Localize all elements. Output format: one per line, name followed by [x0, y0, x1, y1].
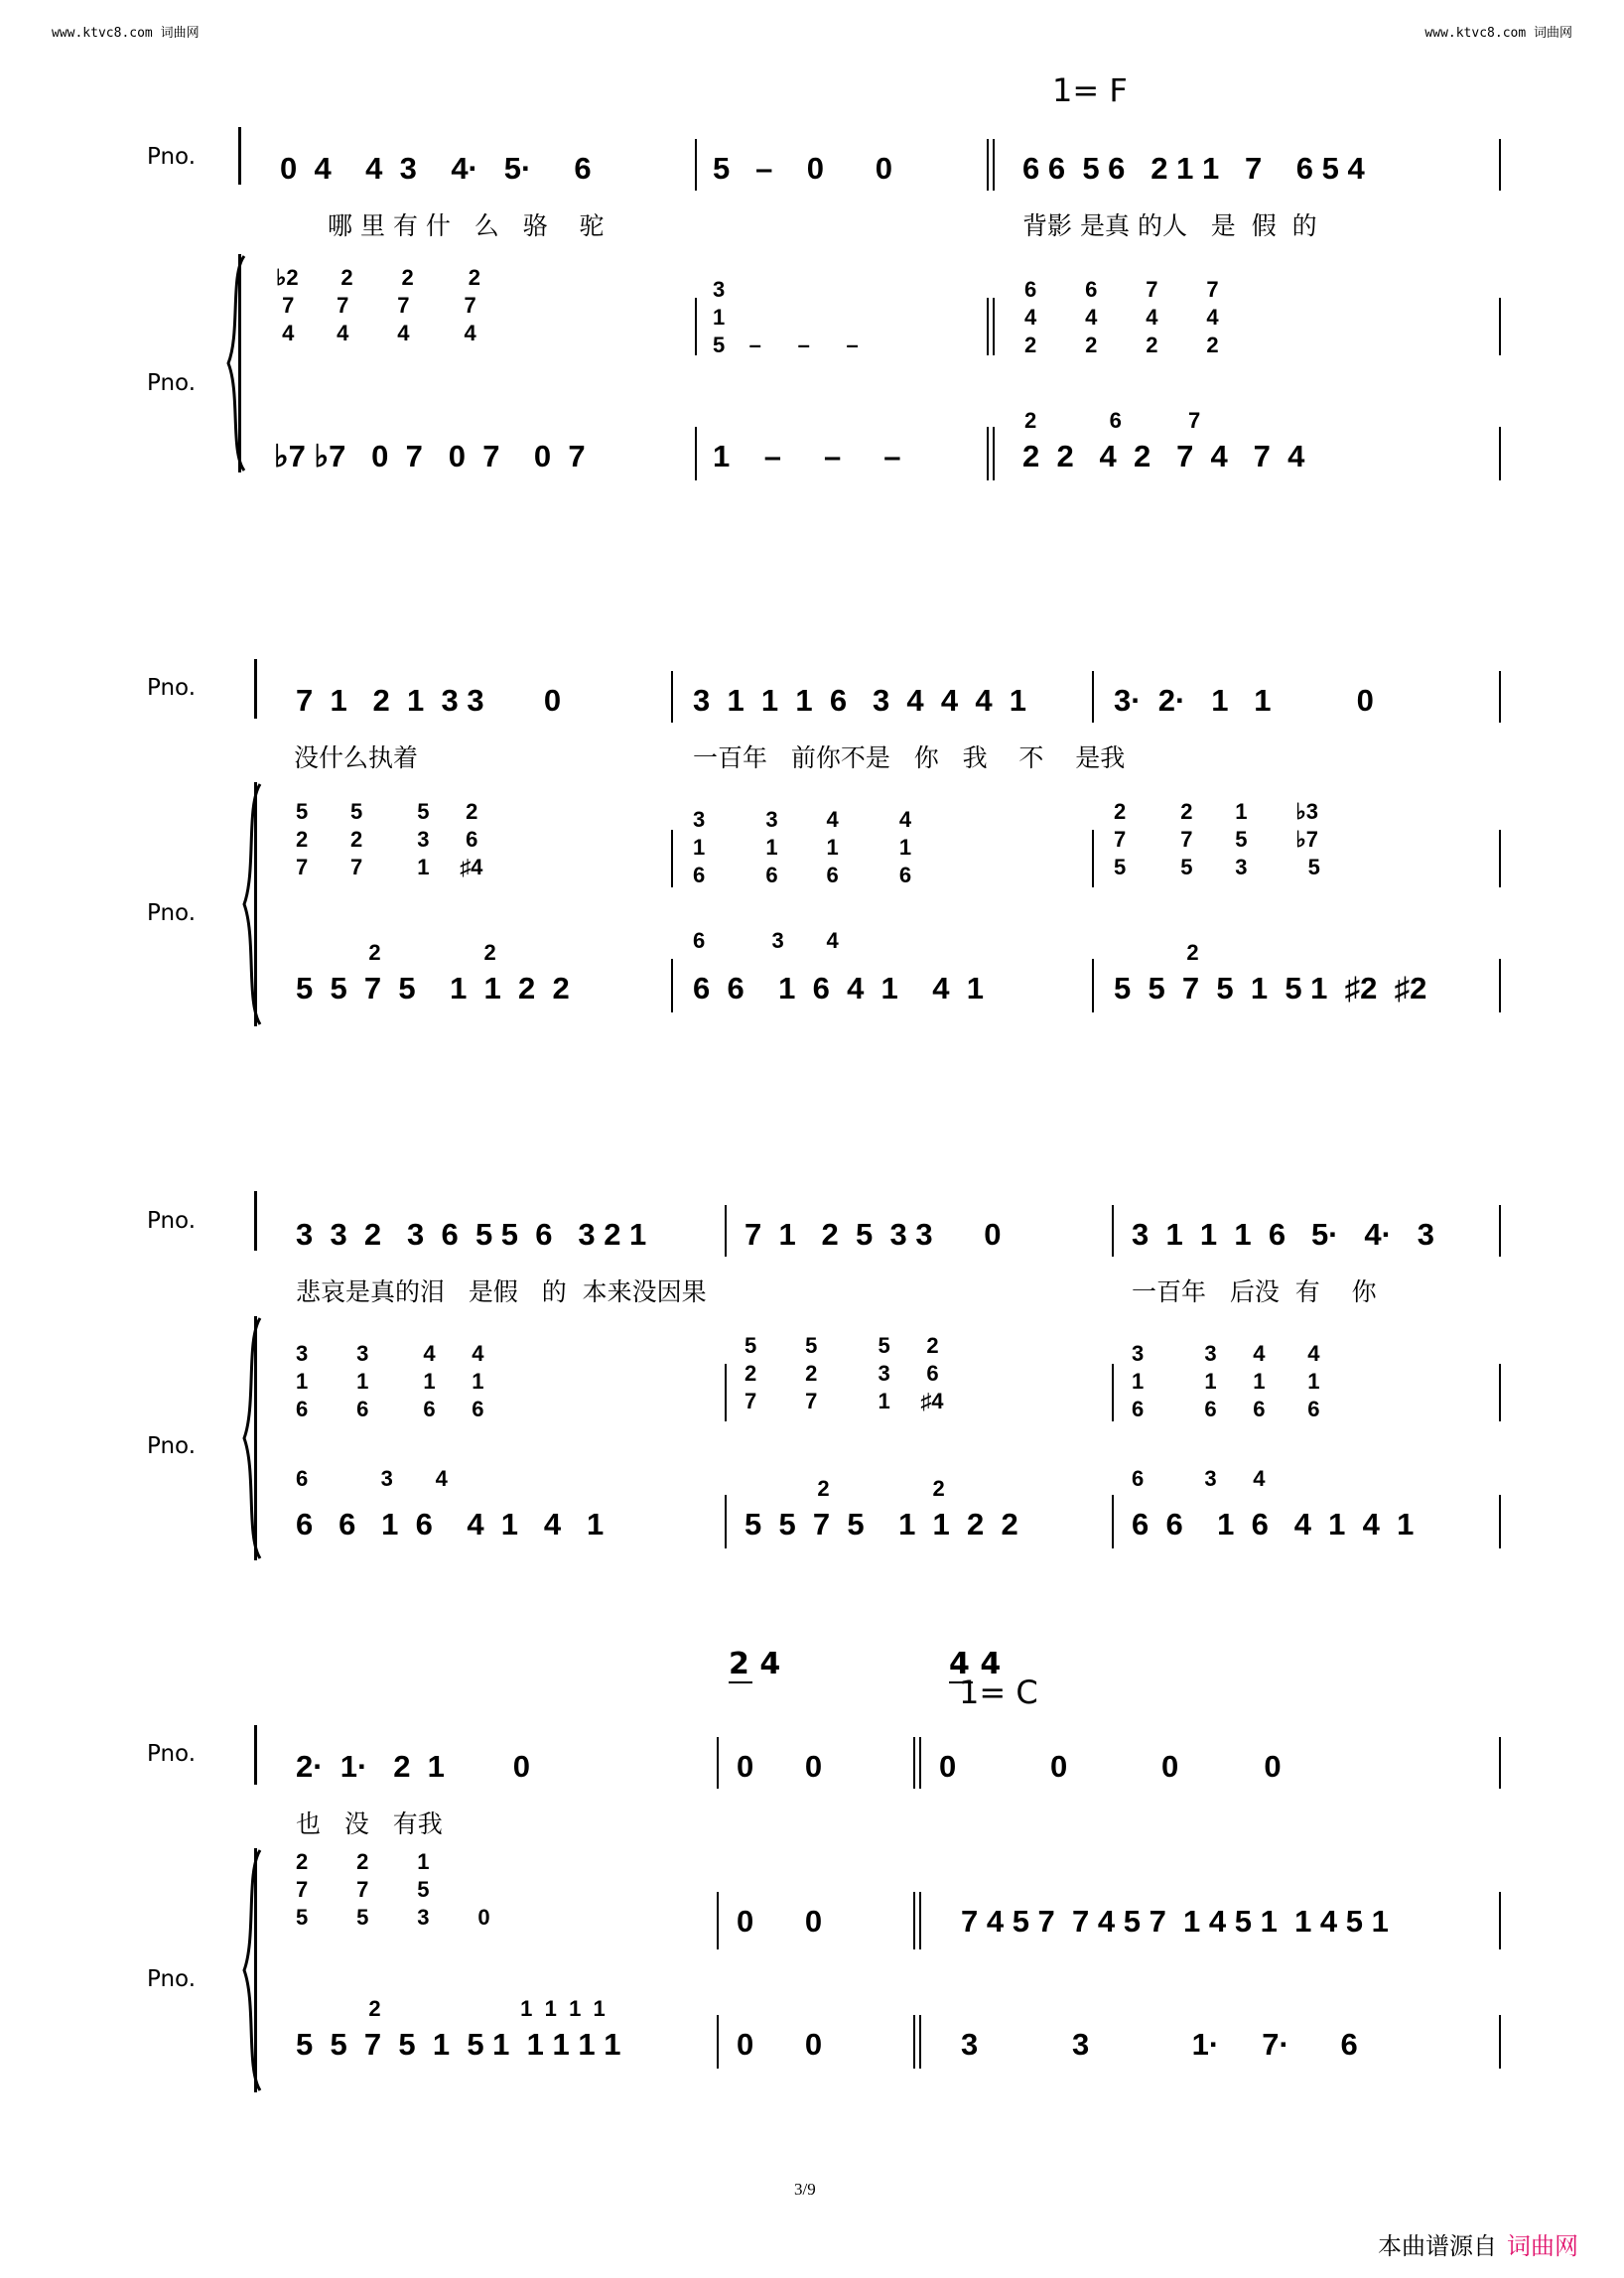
- piano-left-hand: 5 5 7 5 1 5 1 ♯2 ♯2: [1114, 971, 1427, 1005]
- lyric: 假: [1251, 211, 1277, 240]
- lyric-line: [328, 206, 604, 242]
- piano-left-hand: 6 6 1 6 4 1 4 1: [296, 1507, 605, 1541]
- bar-line: [671, 830, 673, 887]
- piano-right-hand: 5 5 5 2 2 2 3 6 7 7 1 ♯4: [744, 1333, 944, 1413]
- lyric: 背影: [1022, 211, 1073, 240]
- melody-line: 7 1 2 1 3 3 0: [296, 683, 562, 718]
- lyric: 有我: [392, 1809, 443, 1838]
- melody-line: 3 1 1 1 6 3 4 4 4 1: [693, 683, 1027, 718]
- piano-left-hand: ♭7 ♭7 0 7 0 7 0 7: [274, 439, 586, 473]
- watermark-strip-left: [0, 0, 14, 2278]
- piano-right-hand: 2 2 1 ♭3 7 7 5 ♭7 5 5 3 5: [1114, 799, 1320, 879]
- time-signature-denominator: 4: [759, 1647, 781, 1681]
- lyric: 我: [962, 743, 988, 772]
- piano-left-hand-upper: 2 1 1 1 1: [296, 1996, 606, 2021]
- double-bar-line: [913, 1892, 921, 1949]
- lyric: 是真: [1079, 211, 1130, 240]
- watermark-strip-right: [1610, 0, 1624, 2278]
- melody-line: [280, 151, 592, 187]
- melody-line: 0 0 0 0: [939, 1749, 1282, 1784]
- bar-line: [1092, 959, 1094, 1012]
- lyric: 有: [392, 211, 418, 240]
- lyric: 一百年: [693, 743, 768, 772]
- piano-left-hand-upper: 6 3 4: [693, 928, 839, 953]
- bar-line: [1499, 139, 1501, 191]
- piano-left-hand: 1 – – –: [713, 439, 901, 473]
- lyric: 后没: [1229, 1277, 1280, 1306]
- lyric: 是: [1210, 211, 1236, 240]
- bar-line: [1499, 1892, 1501, 1949]
- piano-left-hand-upper: 2: [1114, 940, 1199, 965]
- staff-label-piano: Pno.: [147, 1433, 197, 1459]
- bar-line: [1112, 1205, 1114, 1257]
- bar-line: [1112, 1364, 1114, 1421]
- piano-right-hand: 6 6 7 7 4 4 4 4 2 2 2 2: [1024, 277, 1219, 357]
- bar-line: [1499, 427, 1501, 480]
- site-header-right: www.ktvc8.com 词曲网: [1424, 26, 1572, 41]
- system-line: [254, 1316, 257, 1560]
- bar-line: [717, 1892, 719, 1949]
- piano-right-hand: ♭2 2 2 2 7 7 7 7 4 4 4 4: [276, 265, 481, 345]
- melody-line: 0 0: [737, 1749, 823, 1784]
- system-line: [254, 659, 257, 719]
- time-signature-denominator: 4: [980, 1647, 1002, 1681]
- system-line: [238, 127, 241, 185]
- lyric: 的: [541, 1277, 567, 1306]
- melody-line: 3 3 2 3 6 5 5 6 3 2 1: [296, 1217, 647, 1252]
- system-line: [254, 1848, 257, 2092]
- piano-left-hand-upper: 6 3 4: [1132, 1466, 1266, 1491]
- lyric-line: [693, 738, 1125, 774]
- piano-right-hand: 2 2 1 7 7 5 5 5 3 0: [296, 1849, 490, 1930]
- melody-line: 6 6 5 6 2 1 1 7 6 5 4: [1022, 151, 1365, 186]
- lyric: 没什么执着: [294, 743, 419, 772]
- bar-line: [695, 298, 697, 355]
- lyric: 前你不是: [790, 743, 890, 772]
- piano-right-hand: 0 0: [737, 1904, 823, 1939]
- system-line: [254, 1191, 257, 1251]
- melody-line: 2· 1· 2 1 0: [296, 1749, 531, 1784]
- staff-label-piano: Pno.: [147, 1966, 197, 1992]
- lyric: 是我: [1075, 743, 1126, 772]
- lyric: 骆: [522, 211, 548, 240]
- lyric: 哪: [328, 211, 353, 240]
- source-brand-link[interactable]: 词曲网: [1507, 2232, 1578, 2260]
- bar-line: [725, 1205, 727, 1257]
- piano-left-hand: 2 2 4 2 7 4 7 4: [1022, 439, 1305, 473]
- source-credit: [1378, 2226, 1578, 2261]
- bar-line: [1499, 2015, 1501, 2069]
- piano-left-hand: 3 3 1· 7· 6: [961, 2027, 1358, 2062]
- bar-line: [1499, 1364, 1501, 1421]
- note: 0 4 4 3 4· 5· 6: [280, 151, 592, 186]
- lyric-line: [294, 738, 418, 774]
- system-line: [254, 782, 257, 1026]
- piano-right-hand: 3 3 4 4 1 1 1 1 6 6 6 6: [1132, 1341, 1320, 1421]
- lyric: 么: [474, 211, 499, 240]
- bar-line: [717, 2015, 719, 2069]
- piano-right-hand: 3 1 5 – – –: [713, 277, 859, 357]
- lyric: 里: [359, 211, 385, 240]
- bar-line: [695, 427, 697, 480]
- staff-label-piano: Pno.: [147, 900, 197, 926]
- lyric: 你: [1351, 1277, 1377, 1306]
- lyric-line: [296, 1805, 443, 1840]
- staff-label-melody: Pno.: [147, 1741, 197, 1767]
- piano-left-hand-upper: 2 6 7: [1024, 408, 1201, 433]
- lyric: 的: [1291, 211, 1317, 240]
- site-header-left: www.ktvc8.com 词曲网: [52, 26, 200, 41]
- piano-left-hand: 6 6 1 6 4 1 4 1: [693, 971, 984, 1005]
- lyric-line: [296, 1273, 707, 1308]
- piano-left-hand: 5 5 7 5 1 1 2 2: [744, 1507, 1018, 1541]
- page-number: 3/9: [794, 2180, 816, 2199]
- bar-line: [695, 139, 697, 191]
- bar-line: [1499, 959, 1501, 1012]
- piano-left-hand-upper: 2 2: [296, 940, 496, 965]
- lyric: 你: [913, 743, 939, 772]
- system-line: [254, 1725, 257, 1785]
- bar-line: [1092, 671, 1094, 723]
- bar-line: [1499, 671, 1501, 723]
- piano-right-hand: 5 5 5 2 2 2 3 6 7 7 1 ♯4: [296, 799, 483, 879]
- lyric: 一百年: [1132, 1277, 1207, 1306]
- lyric: 是假: [468, 1277, 518, 1306]
- lyric: 没: [343, 1809, 369, 1838]
- lyric: 驼: [579, 211, 605, 240]
- lyric: 不: [1018, 743, 1044, 772]
- lyric: 的人: [1137, 211, 1187, 240]
- bar-line: [717, 1737, 719, 1789]
- lyric-line: [1132, 1273, 1377, 1308]
- bar-line: [1499, 1737, 1501, 1789]
- bar-line: [1092, 830, 1094, 887]
- piano-left-hand: 5 5 7 5 1 1 2 2: [296, 971, 570, 1005]
- staff-label-piano: Pno.: [147, 370, 197, 396]
- lyric: 也: [296, 1809, 322, 1838]
- system-line: [238, 254, 241, 472]
- bar-line: [1499, 1205, 1501, 1257]
- piano-right-hand: 3 3 4 4 1 1 1 1 6 6 6 6: [296, 1341, 484, 1421]
- bar-line: [671, 671, 673, 723]
- melody-line: 5 – 0 0: [713, 151, 892, 186]
- lyric-line: [1022, 206, 1317, 242]
- double-bar-line: [987, 427, 995, 480]
- staff-label-melody: Pno.: [147, 675, 197, 701]
- piano-left-hand: 6 6 1 6 4 1 4 1: [1132, 1507, 1415, 1541]
- time-signature-numerator: 2: [729, 1647, 749, 1681]
- piano-left-hand-upper: 6 3 4: [296, 1466, 448, 1491]
- bar-line: [671, 959, 673, 1012]
- lyric: 有: [1294, 1277, 1320, 1306]
- piano-left-hand: 0 0: [737, 2027, 823, 2062]
- time-signature-numerator: 4: [949, 1647, 970, 1681]
- piano-brace-icon: [242, 782, 262, 1026]
- piano-left-hand: 5 5 7 5 1 5 1 1 1 1 1: [296, 2027, 621, 2062]
- lyric: 什: [425, 211, 451, 240]
- piano-right-hand: 3 3 4 4 1 1 1 1 6 6 6 6: [693, 807, 912, 887]
- piano-right-hand: 7 4 5 7 7 4 5 7 1 4 5 1 1 4 5 1: [961, 1904, 1389, 1939]
- staff-label-melody: Pno.: [147, 144, 197, 170]
- melody-line: 7 1 2 5 3 3 0: [744, 1217, 1002, 1252]
- key-signature-c: 1= C: [959, 1674, 1038, 1711]
- lyric: 悲哀是真的泪: [296, 1277, 446, 1306]
- bar-line: [1499, 1495, 1501, 1548]
- double-bar-line: [987, 139, 995, 191]
- piano-brace-icon: [226, 254, 246, 472]
- double-bar-line: [987, 298, 995, 355]
- staff-label-melody: Pno.: [147, 1208, 197, 1234]
- bar-line: [1499, 830, 1501, 887]
- double-bar-line: [913, 1737, 921, 1789]
- double-bar-line: [913, 2015, 921, 2069]
- piano-brace-icon: [242, 1316, 262, 1560]
- bar-line: [725, 1495, 727, 1548]
- source-label: 本曲谱源自: [1378, 2232, 1497, 2260]
- time-signature-2-4: [729, 1647, 781, 1681]
- melody-line: 3· 2· 1 1 0: [1114, 683, 1374, 718]
- bar-line: [1499, 298, 1501, 355]
- lyric: 本来没因果: [582, 1277, 707, 1306]
- piano-brace-icon: [242, 1848, 262, 2092]
- bar-line: [725, 1364, 727, 1421]
- melody-line: 3 1 1 1 6 5· 4· 3: [1132, 1217, 1434, 1252]
- key-signature-f: 1= F: [1052, 71, 1128, 109]
- bar-line: [1112, 1495, 1114, 1548]
- piano-left-hand-upper: 2 2: [744, 1476, 945, 1501]
